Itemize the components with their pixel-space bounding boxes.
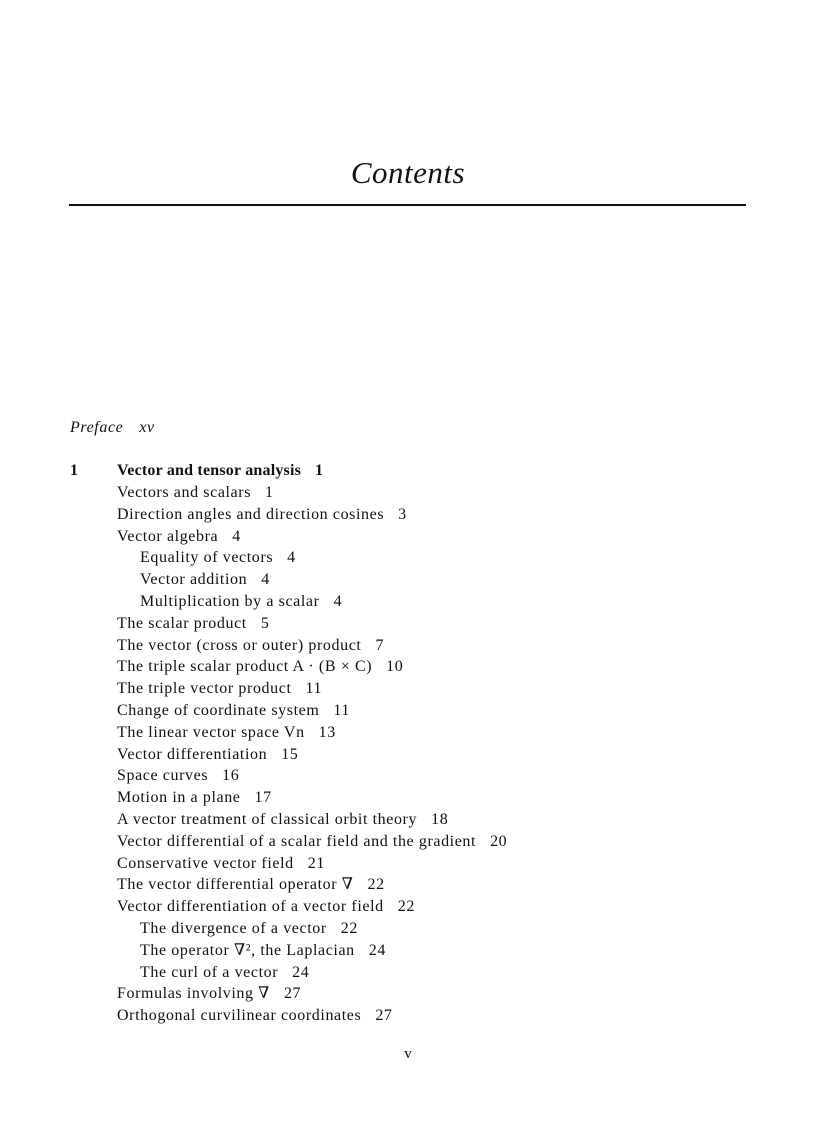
toc-entry[interactable]	[117, 569, 507, 591]
toc-entry-page: 27	[375, 1007, 393, 1025]
toc-entry-title: Multiplication by a scalar	[140, 592, 320, 610]
toc-entry-title: The operator ∇², the Laplacian	[140, 941, 355, 959]
toc-entry[interactable]	[117, 983, 507, 1005]
toc-entry-title: Formulas involving ∇	[117, 985, 270, 1003]
toc-entry-title: Vectors and scalars	[117, 484, 252, 501]
toc-entry-title: Change of coordinate system	[117, 701, 320, 719]
toc-entry-title: Direction angles and direction cosines	[117, 505, 385, 523]
toc-entry-title: The triple scalar product A · (B × C)	[117, 658, 373, 676]
toc-entry[interactable]	[117, 591, 507, 613]
toc-entry[interactable]	[117, 526, 507, 548]
toc-entry[interactable]	[117, 656, 507, 678]
toc-entry-page: 13	[318, 723, 336, 741]
page-number: v	[404, 1046, 412, 1062]
toc-chapter-1[interactable]	[70, 462, 323, 480]
toc-entry-title: Vector differential of a scalar field and the gradient	[117, 832, 477, 850]
toc-entry[interactable]	[117, 918, 507, 940]
toc-entry-page: 11	[333, 701, 350, 719]
toc-entry[interactable]	[117, 853, 507, 875]
toc-entry-page: 24	[292, 963, 310, 981]
toc-entry-page: 4	[232, 527, 241, 545]
toc-entry-page: 22	[367, 876, 385, 894]
toc-entry-title: A vector treatment of classical orbit theory	[117, 810, 418, 828]
toc-entry-title: Vector algebra	[117, 527, 219, 545]
page-title: Contents	[350, 155, 466, 190]
toc-entry-title: The vector differential operator ∇	[117, 876, 354, 894]
toc-entry-title: Vector addition	[140, 571, 248, 589]
toc-entry[interactable]	[117, 896, 507, 918]
toc-entry-page: 5	[260, 614, 270, 632]
toc-entry[interactable]	[117, 722, 507, 744]
chapter-title: Vector and tensor analysis	[117, 462, 302, 479]
preface-page: xv	[139, 419, 155, 436]
toc-entry-title: The scalar product	[117, 614, 247, 632]
toc-entry-page: 20	[490, 832, 508, 850]
chapter-page: 1	[315, 462, 324, 479]
toc-entry-title: Vector differentiation of a vector field	[117, 898, 384, 916]
toc-entry-page: 18	[431, 810, 449, 828]
toc-entry[interactable]	[117, 809, 507, 831]
toc-entry-page: 15	[281, 745, 299, 763]
toc-entry-title: The vector (cross or outer) product	[117, 636, 362, 654]
toc-entry-page: 4	[261, 571, 270, 589]
toc-entry[interactable]	[117, 482, 507, 504]
toc-entry-title: The divergence of a vector	[140, 919, 327, 937]
toc-entry-page: 4	[287, 549, 296, 567]
toc-entry[interactable]	[117, 700, 507, 722]
toc-entry[interactable]	[117, 831, 507, 853]
toc-entry[interactable]	[117, 940, 507, 962]
toc-entry[interactable]	[117, 765, 507, 787]
toc-entry-page: 7	[375, 636, 385, 654]
toc-entry-title: Space curves	[117, 767, 209, 785]
toc-entry[interactable]	[117, 504, 507, 526]
toc-entry-page: 1	[265, 484, 274, 501]
toc-entry-title: Vector differentiation	[117, 745, 268, 763]
toc-entry-title: The linear vector space Vn	[117, 723, 305, 741]
toc-entry-page: 4	[333, 592, 343, 610]
title-rule	[69, 204, 746, 206]
toc-entry[interactable]	[117, 613, 507, 635]
toc-entry-title: Conservative vector field	[117, 854, 294, 872]
toc-entry-title: The triple vector product	[117, 680, 292, 698]
toc-entry-title: Motion in a plane	[117, 789, 241, 807]
toc-entry-page: 11	[305, 680, 323, 698]
toc-preface-entry[interactable]	[70, 419, 155, 437]
toc-entry-page: 10	[386, 658, 404, 676]
toc-entry-title: Equality of vectors	[140, 549, 274, 567]
toc-entry[interactable]	[117, 547, 507, 569]
toc-entry-title: The curl of a vector	[140, 963, 279, 981]
toc-entry-page: 21	[307, 854, 325, 872]
toc-entry-title: Orthogonal curvilinear coordinates	[117, 1007, 362, 1025]
toc-entry-list	[117, 482, 507, 1027]
toc-entry[interactable]	[117, 678, 507, 700]
toc-entry-page: 22	[340, 919, 358, 937]
toc-entry-page: 17	[254, 789, 272, 807]
toc-entry-page: 22	[397, 898, 415, 916]
toc-entry-page: 24	[368, 941, 386, 959]
toc-entry-page: 27	[283, 985, 302, 1003]
toc-entry[interactable]	[117, 787, 507, 809]
toc-entry[interactable]	[117, 1005, 507, 1027]
toc-entry[interactable]	[117, 962, 507, 984]
toc-entry-page: 16	[222, 767, 240, 785]
toc-entry[interactable]	[117, 744, 507, 766]
toc-entry[interactable]	[117, 874, 507, 896]
chapter-number: 1	[70, 462, 79, 479]
preface-label: Preface	[70, 419, 124, 436]
toc-entry-page: 3	[398, 505, 407, 523]
toc-entry[interactable]	[117, 635, 507, 657]
